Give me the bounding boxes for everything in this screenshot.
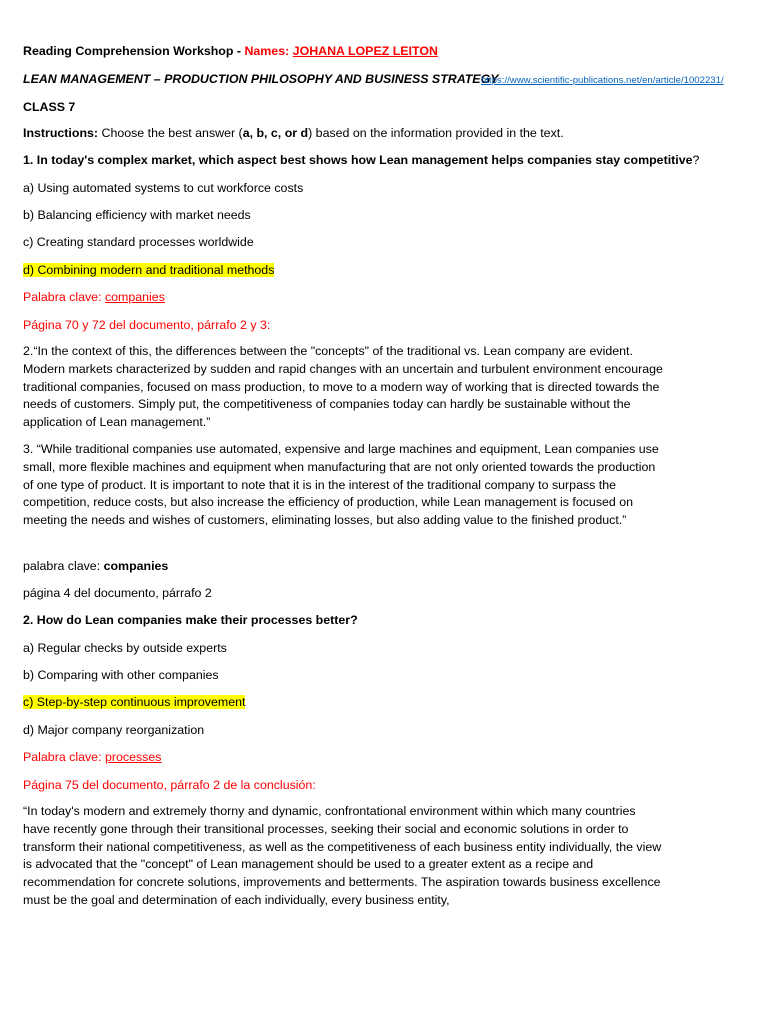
q2-keyword [23,750,161,765]
instructions-label: Instructions: [23,126,99,140]
header-line [23,44,438,59]
q1-reference: Página 70 y 72 del documento, párrafo 2 y 3: [23,318,271,332]
q1-option-a: a) Using automated systems to cut workforce costs [23,181,304,195]
q2-option-b: b) Comparing with other companies [23,668,219,682]
q2-option-c-answer [23,695,245,710]
q2-option-a: a) Regular checks by outside experts [23,641,227,655]
q1-option-b: b) Balancing efficiency with market needs [23,208,251,222]
q2-keyword-label: Palabra clave: [23,750,105,764]
question-1-mark: ? [692,153,700,167]
q1-keyword-value: companies [104,290,165,304]
names-label: Names: [244,44,293,58]
q1-reference-2: página 4 del documento, párrafo 2 [23,586,212,600]
question-1-text: 1. In today's complex market, which aspect best shows how Lean management helps companies stay competitive [23,153,693,167]
student-name: JOHANA LOPEZ LEITON [292,44,438,58]
q2-option-d: d) Major company reorganization [23,723,205,737]
q1-quote-2: 2.“In the context of this, the differences between the "concepts" of the traditional vs. Lean company are evident. Modern markets characterized by sudden and rapid changes with an uncertain and turbulent environment encourage traditional companies, focused on mass production, to move to a modern way of working that is directed towards the needs of customers. Simply put, the competitiveness of companies today can hardly be sustainable without the application of Lean management.” [23,344,663,430]
q2-selected-answer: c) Step-by-step continuous improvement [23,695,246,709]
class-label: CLASS 7 [23,100,76,114]
q1-keyword-2-value: companies [103,559,169,573]
q1-keyword-2-label: palabra clave: [23,559,104,573]
q1-keyword-label: Palabra clave: [23,290,105,304]
article-link[interactable]: https://www.scientific-publications.net/en/article/1002231/ [481,75,724,86]
question-1 [23,153,699,168]
q1-option-c: c) Creating standard processes worldwide [23,235,254,249]
instructions [23,126,564,141]
instructions-text-post: ) based on the information provided in the text. [308,126,564,140]
q1-keyword [23,290,165,305]
q1-keyword-2 [23,559,168,574]
q2-quote: “In today's modern and extremely thorny and dynamic, confrontational environment within which many countries have recently gone through their transitional processes, seeking their social and economic solutions in order to transform their national competitiveness, as well as the competitiveness of each business entity individually, the view is advocated that the "concept" of Lean management should be used to a greater extent as a recipe and recommendation for concrete solutions, improvements and betterments. The aspiration towards business excellence must be the goal and determination of each individually, every business entity, [23,804,662,907]
article-title: LEAN MANAGEMENT – PRODUCTION PHILOSOPHY AND BUSINESS STRATEGY [23,72,499,86]
workshop-title: Reading Comprehension Workshop - [23,44,245,58]
instructions-options: a, b, c, or d [242,126,309,140]
question-2-text: 2. How do Lean companies make their processes better? [23,613,358,627]
instructions-text-pre: Choose the best answer ( [98,126,243,140]
q2-reference: Página 75 del documento, párrafo 2 de la conclusión: [23,778,316,792]
q1-quote-3: 3. “While traditional companies use automated, expensive and large machines and equipment, Lean companies use small, more flexible machines and equipment when manufacturing that are not only oriented towards the production of one type of product. It is important to note that it is in the interest of the traditional company to surpass the competition, reduce costs, but also increase the efficiency of production, while Lean management is focused on meeting the needs and wishes of customers, eliminating losses, but also adding value to the finished product.” [23,442,659,528]
q2-keyword-value: processes [104,750,162,764]
q1-selected-answer: d) Combining modern and traditional methods [23,263,275,277]
q1-option-d-answer [23,263,274,278]
